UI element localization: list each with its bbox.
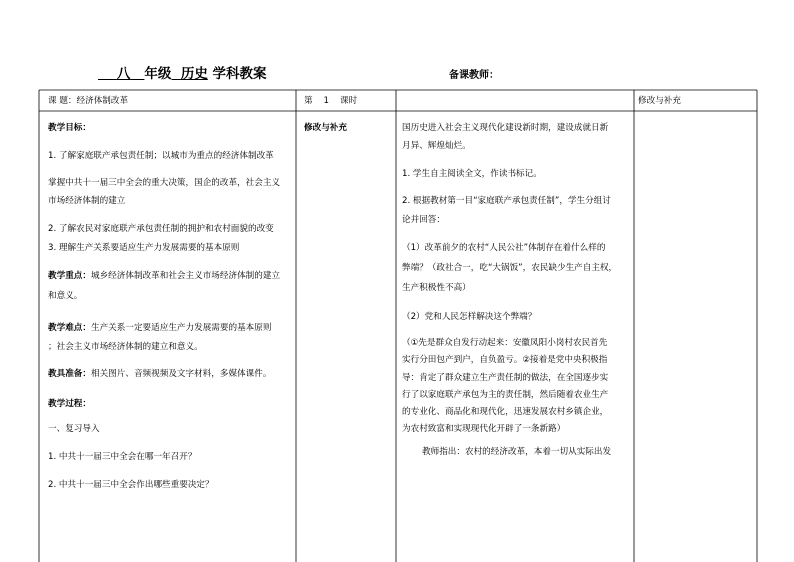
goals-heading: 教学目标： [48, 123, 91, 133]
goal-2-line-2: 市场经济体制的建立 [48, 196, 126, 206]
difficult-points: 教学难点：生产关系一定要适应生产力发展需要的基本原则 [48, 323, 272, 333]
goal-1: 1. 了解家庭联产承包责任制；以城市为重点的经济体制改革 [48, 151, 274, 161]
teacher-note: 教师指出：农村的经济改革，本着一切从实际出发 [422, 447, 612, 457]
revise-label-middle: 修改与补充 [304, 123, 347, 133]
answer-line: （①先是群众自发行动起来：安徽凤阳小岗村农民首先 [402, 338, 608, 348]
answer-line: 的专业化、商品化和现代化，迅速发展农村乡镇企业， [402, 407, 609, 418]
step-2-line-1: 2. 根据教材第一目“家庭联产承包责任制”，学生分组讨 [402, 196, 611, 206]
sub-question-1-line-1: （1）改革前夕的农村“人民公社”体制存在着什么样的 [402, 243, 606, 253]
answer-line: 行了以家庭联产承包为主的责任制，然后随着农业生产 [402, 389, 609, 400]
teacher-label: 备课教师： [449, 70, 499, 81]
review-question-2: 2. 中共十一届三中全会作出哪些重要决定？ [48, 480, 214, 490]
sub-question-1-line-2: 弊端？（政社合一，吃“大锅饭”，农民缺少生产自主权， [402, 263, 618, 273]
answer-line: 为农村致富和实现现代化开辟了一条新路） [402, 424, 566, 435]
grade-field: 八 [116, 66, 131, 82]
intro-line-2: 月异、辉煌灿烂。 [402, 141, 471, 151]
key-points: 教学重点：城乡经济体制改革和社会主义市场经济体制的建立 [48, 271, 281, 281]
goal-2-line-1: 掌握中共十一届三中全会的重大决策，国企的改革，社会主义 [48, 178, 281, 188]
key-points-cont: 和意义。 [48, 291, 83, 301]
teaching-aids: 教具准备：相关图片、音频视频及文字材料，多媒体课件。 [48, 369, 272, 379]
subject-field: 历史 [180, 66, 208, 82]
difficult-points-cont: ；社会主义市场经济体制的建立和意义。 [48, 342, 203, 352]
document-title [98, 62, 267, 82]
period-label: 第 1 课时 [304, 96, 358, 106]
process-heading: 教学过程： [48, 399, 91, 409]
goal-4: 3. 理解生产关系要适应生产力发展需要的基本原则 [48, 243, 240, 253]
step-1: 1. 学生自主阅读全文，作读书标记。 [402, 169, 542, 179]
revise-header-right: 修改与补充 [638, 96, 681, 106]
sub-question-2: （2）党和人民怎样解决这个弊端？ [402, 312, 537, 322]
doc-type: 学科教案 [212, 66, 267, 82]
review-heading: 一、复习导入 [48, 424, 100, 434]
goal-3: 2. 了解农民对家庭联产承包责任制的拥护和农村面貌的改变 [48, 224, 274, 234]
answer-paragraph [402, 335, 630, 439]
grade-suffix: 年级 [144, 66, 172, 82]
answer-line: 导：肯定了群众建立生产责任制的做法，在全国逐步实 [402, 372, 609, 383]
intro-line-1: 国历史进入社会主义现代化建设新时期，建设成就日新 [402, 123, 609, 133]
lesson-topic: 课 题：经济体制改革 [48, 96, 129, 106]
review-question-1: 1. 中共十一届三中全会在哪一年召开？ [48, 452, 197, 462]
answer-line: 实行分田包产到户，自负盈亏。②接着是党中央积极指 [402, 355, 608, 366]
sub-question-1-line-3: 生产积极性不高） [402, 283, 471, 293]
step-2-line-2: 论并回答： [402, 215, 445, 225]
